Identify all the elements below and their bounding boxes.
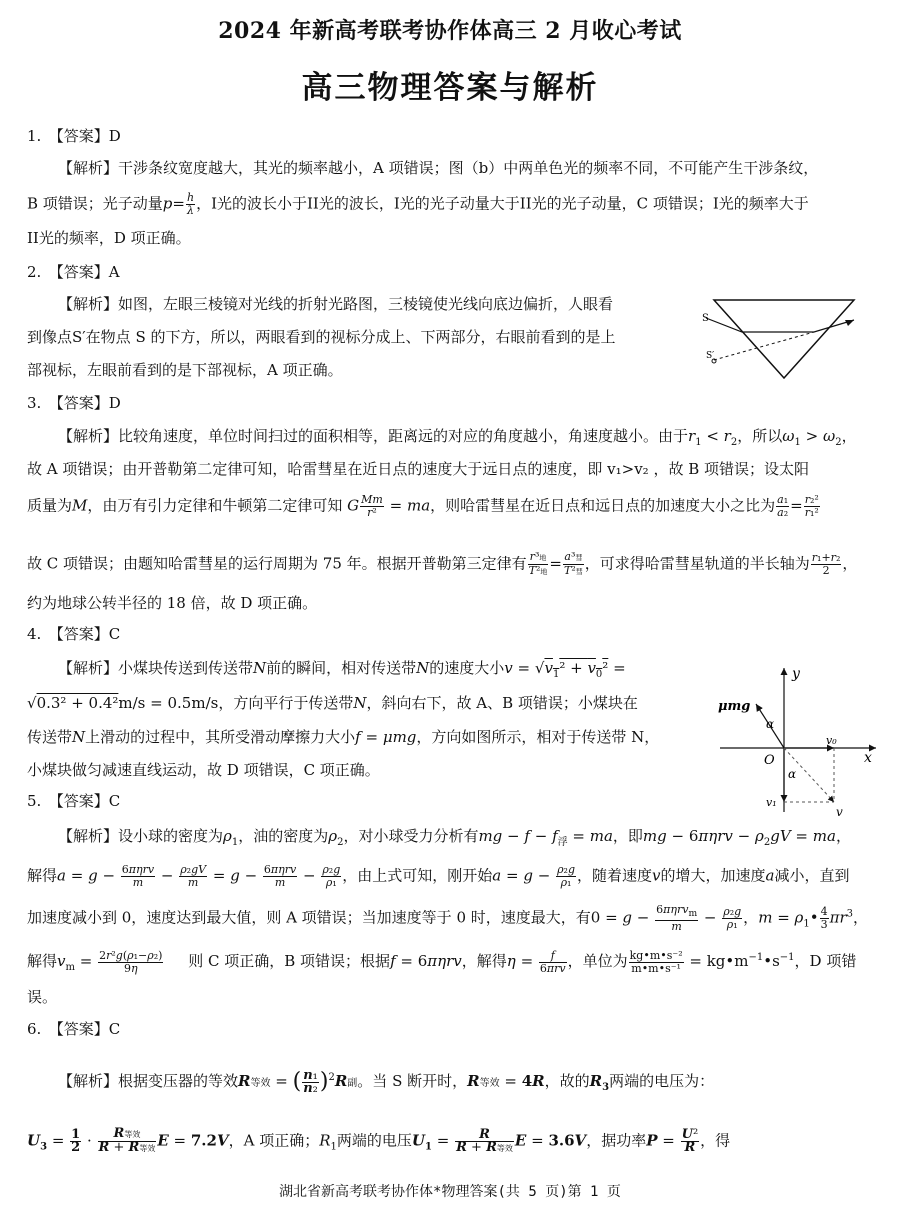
q5-line4: 解得$v_m$ = $\frac{\text{2r²g(ρ₁−ρ₂)}}{9\eta}$ 则 C 项正确，B 项错误；根据f = 6πηrv，解得η = $\frac{f}{\text{6πrv}}$ ，单位为 $\frac{\text{kg•m•s⁻²}}{\text{m•m•s⁻¹}}$ = $kg•m^{-1}•s^{-1}$，D 项错 — [27, 948, 857, 975]
q4-line4: 小煤块做匀减速直线运动，故 D 项错误，C 项正确。 — [27, 761, 380, 779]
q6-line2: $U_3$ = $\frac{1}{2}$ · $\frac{\text{R等效}}{\text{R + R等效}}$ E = 7.2V，A 项正确；$R_1$两端的电压$U_1$ = $\frac{R}{\text{R + R等效}}$ E = 3.6V，据功率P = $\frac{\text{U²}}{R}$ ，得 — [27, 1126, 731, 1155]
velocity-diagram — [712, 662, 882, 820]
q2-line2: 到像点S′在物点 S 的下方，所以，两眼看到的视标分成上、下两部分，右眼前看到的是上 — [27, 328, 616, 346]
friction-label: μmg — [718, 699, 751, 714]
image-label: S′ — [706, 351, 715, 361]
q1-line1: 【解析】干涉条纹宽度越大，其光的频率越小，A 项错误；图（b）中两单色光的频率不同，不可能产生干涉条纹， — [58, 159, 819, 177]
q4-line2: √0.3² + 0.4²m/s = 0.5m/s，方向平行于传送带N，斜向右下，故 A、B 项错误；小煤块在 — [27, 694, 638, 712]
q5-line3: 加速度减小到 0，速度达到最大值，则 A 项错误；当加速度等于 0 时，速度最大，有0 = g − $\frac{6\pi\eta rv_m}{m}$ − $\frac{\text{ρ₂g}}{\text{ρ₁}}$ ，$m = \rho_1•$ $\frac{4}{3}$ $\pi r^3$， — [27, 903, 869, 934]
y-label: y — [792, 666, 800, 682]
q5-answer: 5. 【答案】C — [27, 792, 121, 810]
q2-line3: 部视标，左眼前看到的是下部视标，A 项正确。 — [27, 361, 343, 379]
v1-label: v₁ — [766, 796, 777, 809]
page-title: 高三物理答案与解析 — [301, 70, 599, 106]
q1-answer: 1. 【答案】D — [27, 127, 121, 145]
x-label: x — [864, 750, 872, 766]
q5-line5: 误。 — [27, 988, 58, 1006]
exam-title: 2024 年新高考联考协作体高三 2 月收心考试 — [218, 18, 682, 44]
q3-line5: 约为地球公转半径的 18 倍，故 D 项正确。 — [27, 594, 318, 612]
q5-line1: 【解析】设小球的密度为$\rho_1$，油的密度为$\rho_2$，对小球受力分析有mg − $f - f_浮$ = ma，即mg − $6\pi\eta rv - \rho_2gV$ = ma， — [58, 827, 851, 848]
alpha-label-1: α — [766, 717, 775, 731]
q3-line1: 【解析】比较角速度，单位时间扫过的面积相等，距离远的对应的角度越小，角速度越小。由于$r_1 < r_2$，所以$\omega_1 > \omega_2$， — [58, 427, 857, 448]
alpha-label-2: α — [788, 767, 797, 781]
q3-line3: 质量为M，由万有引力定律和牛顿第二定律可知 G $\frac{Mm}{\text{r²}}$ = ma，则哈雷彗星在近日点和远日点的加速度大小之比为 $\frac{\text{a₁}}{\text{a₂}}$ = $\frac{\text{r₂²}}{\text{r₁²}}$ — [27, 493, 819, 519]
object-label: S — [702, 313, 709, 324]
q1-line2: B 项错误；光子动量p= $\frac{h}{\lambda}$ ，I光的波长小于II光的波长，I光的光子动量大于II光的光子动量，C 项错误；I光的频率大于 — [27, 191, 809, 217]
q4-line3: 传送带N上滑动的过程中，其所受滑动摩擦力大小f = μmg，方向如图所示，相对于传送带 N， — [27, 728, 660, 746]
q3-line4: 故 C 项错误；由题知哈雷彗星的运行周期为 75 年。根据开普勒第三定律有 $\frac{\text{r³地}}{\text{T²地}}$ = $\frac{\text{a³彗}}{\text{T²彗}}$ ，可求得哈雷彗星轨道的半长轴为 $\frac{\text{r₁+r₂}}{2}$ ， — [27, 550, 858, 577]
q2-line1: 【解析】如图，左眼三棱镜对光线的折射光路图，三棱镜使光线向底边偏折，人眼看 — [58, 295, 614, 313]
ray-arrowhead — [845, 320, 854, 326]
origin-label: O — [764, 753, 775, 768]
v0-label: v₀ — [826, 734, 837, 747]
v-label: v — [836, 805, 843, 819]
q4-answer: 4. 【答案】C — [27, 625, 121, 643]
q4-line1: 【解析】小煤块传送到传送带N前的瞬间，相对传送带N的速度大小$v = √v_1^2 + v_0^2$ = — [58, 659, 626, 680]
page-footer: 湖北省新高考联考协作体*物理答案(共 5 页)第 1 页 — [279, 1184, 621, 1200]
prism-diagram — [696, 290, 872, 386]
q3-answer: 3. 【答案】D — [27, 394, 121, 412]
q2-answer: 2. 【答案】A — [27, 263, 120, 281]
q6-line1: 【解析】根据变压器的等效R等效 = ( $\frac{\text{n₁}}{\text{n₂}}$ )$^2$R副。当 S 断开时，R等效 = 4R，故的$R_3$两端的电压为： — [58, 1067, 715, 1096]
q1-line3: II光的频率，D 项正确。 — [27, 229, 191, 247]
q5-line2: 解得a = g − $\frac{\text{6πηrv}}{m}$ − $\frac{\text{ρ₂gV}}{m}$ = g − $\frac{\text{6πηrv}}{m}$ − $\frac{\text{ρ₂g}}{\text{ρ₁}}$ ，由上式可知，刚开始a = g − $\frac{\text{ρ₂g}}{\text{ρ₁}}$ ，随着速度v的增大，加速度a减小，直到 — [27, 863, 850, 889]
q3-line2: 故 A 项错误；由开普勒第二定律可知，哈雷彗星在近日点的速度大于远日点的速度，即 v₁>v₂ ，故 B 项错误；设太阳 — [27, 460, 810, 478]
q6-answer: 6. 【答案】C — [27, 1020, 121, 1038]
prism-triangle — [714, 300, 854, 378]
